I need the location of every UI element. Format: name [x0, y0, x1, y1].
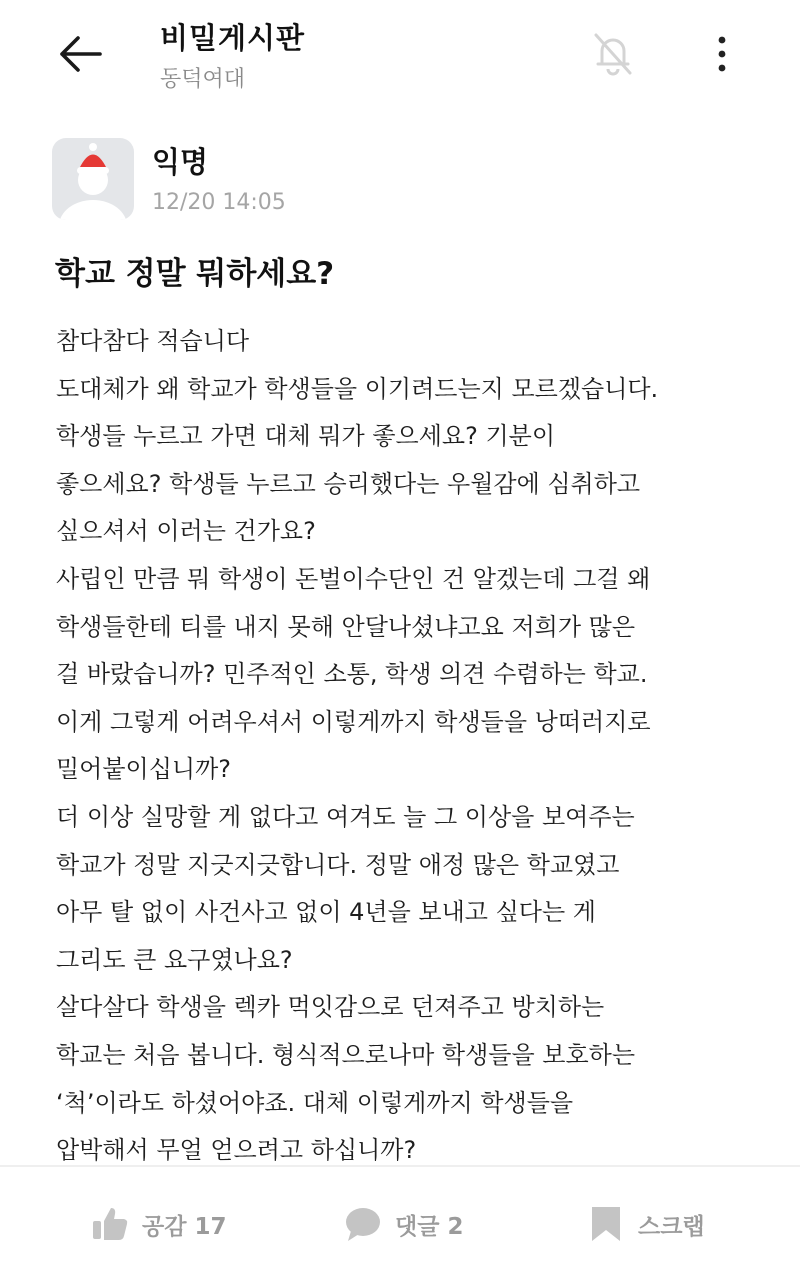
post-body-line: 살다살다 학생을 렉카 먹잇감으로 던져주고 방치하는 — [56, 993, 605, 1022]
post-body-line: 압박해서 무얼 얻으려고 하십니까? — [56, 1136, 417, 1165]
like-button[interactable] — [90, 1198, 226, 1250]
post-body-line: 좋으세요? 학생들 누르고 승리했다는 우월감에 심취하고 — [56, 469, 641, 498]
post-body-line: 학생들한테 티를 내지 못해 안달나셨냐고요 저희가 많은 — [56, 612, 636, 641]
comment-label: 댓글 2 — [395, 1213, 464, 1240]
speech-bubble-icon — [343, 1204, 383, 1244]
post-body-line: ‘척’이라도 하셨어야죠. 대체 이렇게까지 학생들을 — [56, 1088, 574, 1117]
post-body — [56, 318, 776, 1175]
post-body-line: 아무 탈 없이 사건사고 없이 4년을 보내고 싶다는 게 — [56, 898, 596, 927]
board-subtitle: 동덕여대 — [160, 67, 246, 92]
post-body-line: 그리도 큰 요구였나요? — [56, 945, 293, 974]
post-body-line: 학교가 정말 지긋지긋합니다. 정말 애정 많은 학교였고 — [56, 850, 620, 879]
back-button[interactable] — [52, 26, 108, 82]
arrow-left-icon — [56, 34, 104, 74]
like-label: 공감 17 — [142, 1213, 227, 1240]
scrap-label: 스크랩 — [638, 1213, 705, 1240]
more-options-button[interactable] — [702, 28, 742, 80]
more-vertical-icon — [717, 36, 727, 72]
post-body-line: 학생들 누르고 가면 대체 뭐가 좋으세요? 기분이 — [56, 422, 556, 451]
avatar — [52, 138, 134, 220]
post-body-line: 참다참다 적습니다 — [56, 327, 250, 355]
thumbs-up-icon — [90, 1204, 130, 1244]
post-body-line: 도대체가 왜 학교가 학생들을 이기려드는지 모르겠습니다. — [56, 374, 659, 403]
post-body-line: 이게 그렇게 어려우셔서 이렇게까지 학생들을 낭떠러지로 — [56, 707, 651, 736]
post-timestamp: 12/20 14:05 — [152, 190, 286, 215]
board-title: 비밀게시판 — [160, 21, 306, 55]
post-body-line: 싶으셔서 이러는 건가요? — [56, 517, 316, 546]
post-body-line: 학교는 처음 봅니다. 형식적으로나마 학생들을 보호하는 — [56, 1040, 636, 1069]
notification-toggle-button[interactable] — [584, 24, 642, 82]
post-body-line: 걸 바랐습니까? 민주적인 소통, 학생 의견 수렴하는 학교. — [56, 660, 648, 689]
post-body-line: 더 이상 실망할 게 없다고 여겨도 늘 그 이상을 보여주는 — [56, 802, 635, 831]
scrap-button[interactable] — [586, 1198, 705, 1250]
app-header — [0, 0, 800, 110]
post-body-line: 사립인 만큼 뭐 학생이 돈벌이수단인 건 알겠는데 그걸 왜 — [56, 564, 651, 593]
bell-off-icon — [587, 27, 639, 79]
author-name: 익명 — [152, 145, 209, 179]
divider — [0, 1165, 800, 1167]
comment-button[interactable] — [343, 1198, 463, 1250]
bookmark-icon — [586, 1204, 626, 1244]
post-title: 학교 정말 뭐하세요? — [55, 256, 335, 292]
post-body-line: 밀어붙이십니까? — [56, 755, 232, 784]
snowman-avatar-icon — [52, 138, 134, 220]
